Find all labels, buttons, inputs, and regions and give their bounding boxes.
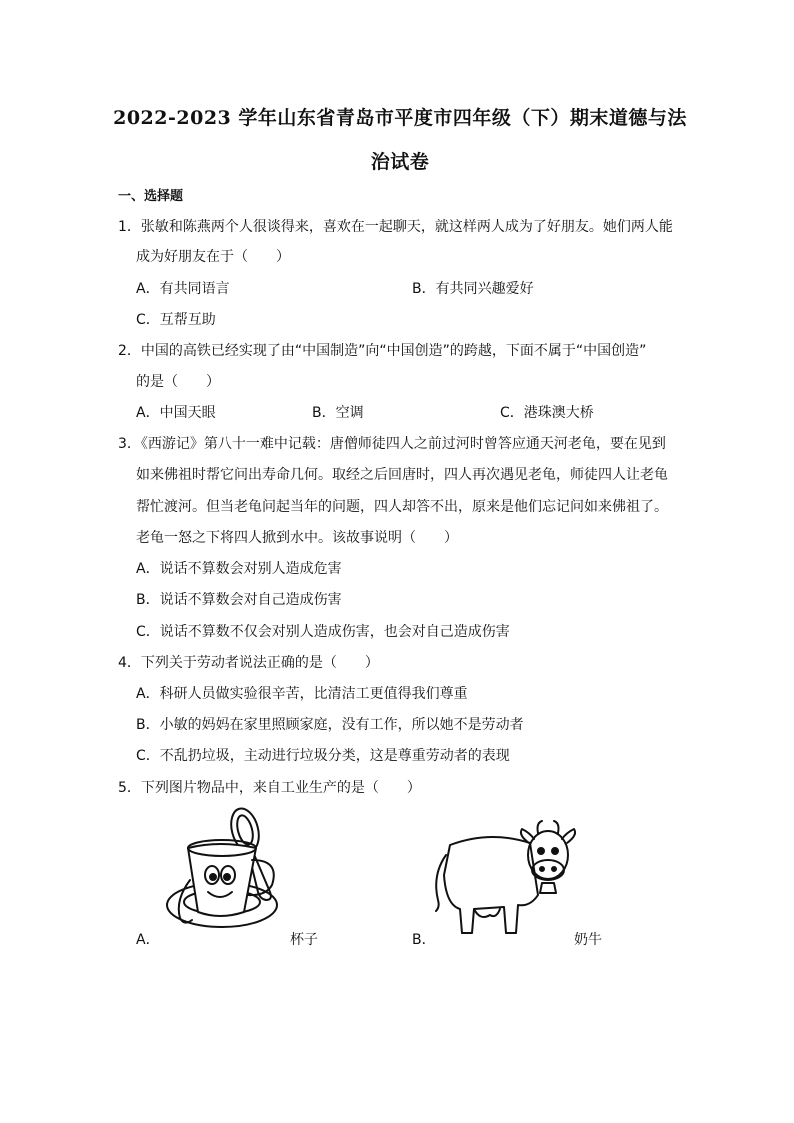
question-5-option-b-label: B．: [412, 932, 436, 948]
question-5-option-a-label: A．: [136, 932, 160, 948]
question-2-line-2: 的是（ ）: [136, 374, 220, 390]
question-2-option-b: B．空调: [312, 405, 364, 421]
question-3-option-b: B．说话不算数会对自己造成伤害: [136, 592, 342, 608]
page-title-line-1: 2022-2023 学年山东省青岛市平度市四年级（下）期末道德与法: [113, 107, 687, 129]
question-5-line-1: 5．下列图片物品中，来自工业生产的是（ ）: [118, 780, 421, 796]
question-4-line-1: 4．下列关于劳动者说法正确的是（ ）: [118, 655, 379, 671]
question-1-option-c: C．互帮互助: [136, 312, 216, 328]
question-4-option-b: B．小敏的妈妈在家里照顾家庭，没有工作，所以她不是劳动者: [136, 717, 524, 733]
question-3-line-3: 帮忙渡河。但当老龟问起当年的问题，四人却答不出，原来是他们忘记问如来佛祖了。: [136, 499, 668, 515]
question-5-option-b-caption: 奶牛: [574, 932, 602, 948]
question-3-option-a: A．说话不算数会对别人造成危害: [136, 561, 342, 577]
question-4-option-c: C．不乱扔垃圾，主动进行垃圾分类，这是尊重劳动者的表现: [136, 748, 510, 764]
section-heading: 一、选择题: [118, 189, 184, 204]
question-5-option-a-caption: 杯子: [290, 932, 318, 948]
question-3-line-2: 如来佛祖时帮它问出寿命几何。取经之后回唐时，四人再次遇见老龟，师徒四人让老龟: [136, 467, 668, 483]
question-4-option-a: A．科研人员做实验很辛苦，比清洁工更值得我们尊重: [136, 686, 468, 702]
page-title-line-2: 治试卷: [370, 151, 430, 173]
question-2-option-c: C．港珠澳大桥: [500, 405, 594, 421]
question-1-line-1: 1．张敏和陈燕两个人很谈得来，喜欢在一起聊天，就这样两人成为了好朋友。她们两人能: [118, 219, 673, 235]
question-2-option-a: A．中国天眼: [136, 405, 216, 421]
question-1-line-2: 成为好朋友在于（ ）: [136, 249, 290, 265]
cup-illustration: [160, 800, 290, 940]
question-2-line-1: 2．中国的高铁已经实现了由“中国制造”向“中国创造”的跨越，下面不属于“中国创造”: [118, 343, 647, 359]
question-1-option-b: B．有共同兴趣爱好: [412, 281, 534, 297]
question-3-option-c: C．说话不算数不仅会对别人造成伤害，也会对自己造成伤害: [136, 624, 510, 640]
question-3-line-4: 老龟一怒之下将四人掀到水中。该故事说明（ ）: [136, 530, 458, 546]
question-1-option-a: A．有共同语言: [136, 281, 230, 297]
question-3-line-1: 3．《西游记》第八十一难中记载：唐僧师徒四人之前过河时曾答应通天河老龟，要在见到: [118, 436, 666, 452]
cow-illustration: [430, 815, 580, 940]
